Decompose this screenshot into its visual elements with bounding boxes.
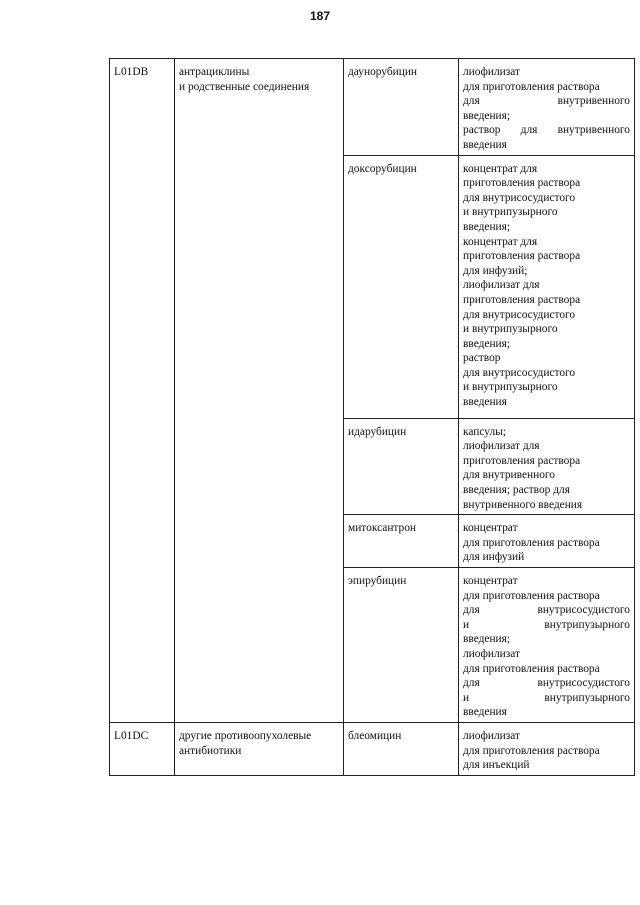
table-row (110, 59, 635, 156)
group-name-cell (175, 59, 344, 723)
dosage-form-line: концентрат для (463, 162, 538, 175)
dosage-form-line: лиофилизат (463, 729, 520, 742)
dosage-form-line: и внутрипузырного (463, 206, 558, 219)
page-number: 187 (309, 9, 331, 23)
dosage-form-line: введения (463, 706, 507, 719)
dosage-form-line: введения; раствор для (463, 484, 570, 497)
group-name-line: антибиотики (179, 744, 242, 757)
dosage-form-line: приготовления раствора (463, 454, 581, 467)
drug-table (109, 58, 635, 776)
drug-name-cell: даунорубицин (344, 59, 459, 156)
dosage-form-line: и внутрипузырного (463, 381, 558, 394)
group-name-line: и родственные соединения (179, 80, 310, 93)
dosage-form-line: приготовления раствора (463, 293, 581, 306)
dosage-form-line: и внутрипузырного (463, 618, 630, 631)
dosage-form-line: приготовления раствора (463, 177, 581, 190)
dosage-form-line: концентрат для (463, 235, 538, 248)
dosage-form-line: для приготовления раствора (463, 662, 600, 675)
dosage-form-line: лиофилизат для (463, 279, 540, 292)
dosage-form-cell (459, 722, 635, 775)
dosage-form-line: и внутрипузырного (463, 323, 558, 336)
atc-code-cell: L01DB (110, 59, 175, 723)
dosage-form-line: лиофилизат (463, 647, 520, 660)
dosage-form-line: приготовления раствора (463, 250, 581, 263)
dosage-form-line: лиофилизат (463, 66, 520, 78)
dosage-form-line: для приготовления раствора (463, 589, 600, 602)
dosage-form-line: для приготовления раствора (463, 80, 600, 93)
dosage-form-line: внутривенного введения (463, 498, 583, 511)
dosage-form-cell (459, 568, 635, 723)
dosage-form-line: для инфузий; (463, 264, 528, 277)
dosage-form-line: для внутривенного (463, 95, 630, 108)
dosage-form-line: капсулы; (463, 425, 506, 438)
dosage-form-line: введения (463, 138, 507, 151)
dosage-form-line: для внутрисосудистого (463, 366, 576, 379)
dosage-form-cell (459, 59, 635, 156)
dosage-form-line: введения (463, 396, 507, 409)
dosage-form-line: введения; (463, 337, 511, 350)
group-name-line: антрациклины (179, 66, 250, 78)
dosage-form-line: для внутрисосудистого (463, 604, 630, 617)
dosage-form-line: лиофилизат для (463, 440, 540, 453)
dosage-form-line: для приготовления раствора (463, 536, 600, 549)
dosage-form-line: для инфузий (463, 551, 525, 564)
drug-name-cell: доксорубицин (344, 155, 459, 418)
spacer (463, 410, 630, 416)
drug-name-cell: блеомицин (344, 722, 459, 775)
dosage-form-cell (459, 418, 635, 515)
dosage-form-line: раствор для внутривенного (463, 124, 630, 137)
group-name-line: другие противоопухолевые (179, 729, 312, 742)
dosage-form-line: для внутривенного (463, 469, 555, 482)
drug-name-cell: эпирубицин (344, 568, 459, 723)
table-row (110, 722, 635, 775)
dosage-form-cell (459, 155, 635, 418)
dosage-form-line: для приготовления раствора (463, 744, 600, 757)
dosage-form-line: для инъекций (463, 759, 530, 772)
dosage-form-line: для внутрисосудистого (463, 677, 630, 690)
dosage-form-line: концентрат (463, 575, 518, 587)
drug-name-cell: митоксантрон (344, 515, 459, 568)
dosage-form-line: для внутрисосудистого (463, 191, 576, 204)
dosage-form-cell (459, 515, 635, 568)
group-name-cell (175, 722, 344, 775)
dosage-form-line: и внутрипузырного (463, 691, 630, 704)
dosage-form-line: введения; (463, 220, 511, 233)
dosage-form-line: раствор (463, 352, 501, 365)
dosage-form-line: концентрат (463, 522, 518, 535)
drug-name-cell: идарубицин (344, 418, 459, 515)
dosage-form-line: для внутрисосудистого (463, 308, 576, 321)
dosage-form-line: введения; (463, 633, 511, 646)
atc-code-cell: L01DC (110, 722, 175, 775)
dosage-form-line: введения; (463, 109, 511, 122)
